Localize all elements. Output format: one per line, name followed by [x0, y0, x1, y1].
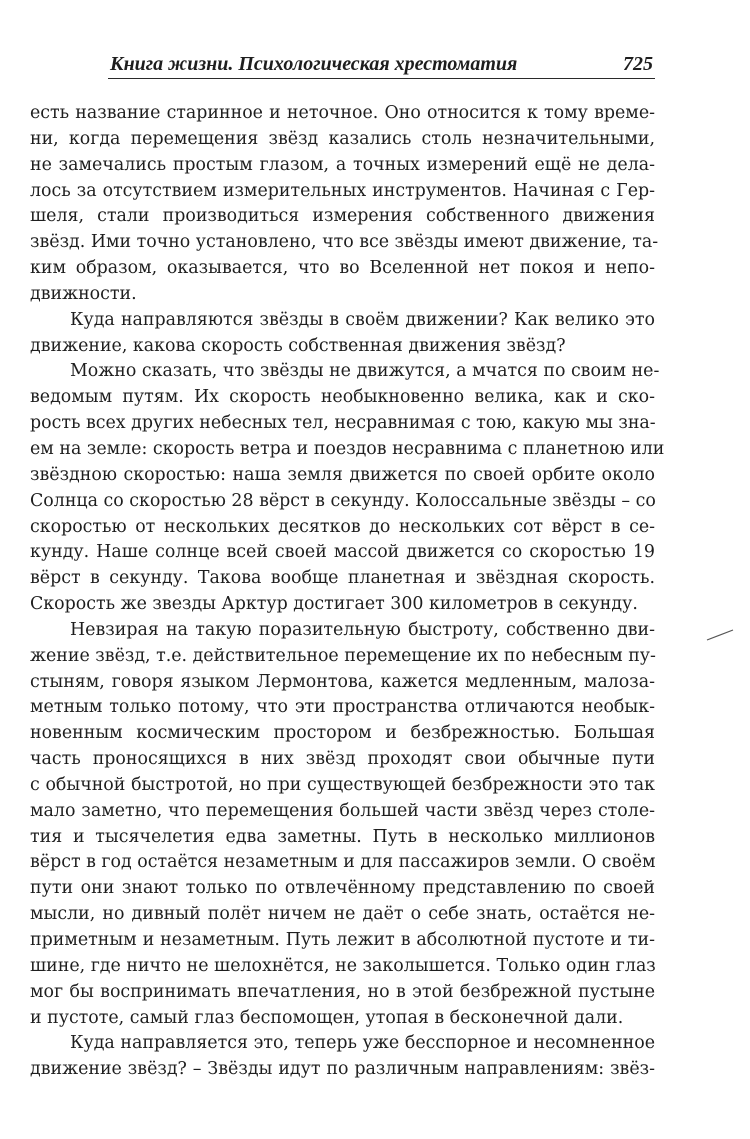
text-line: ни, когда перемещения звёзд казались столь незначительными, [30, 128, 655, 149]
text-line: не замечались простым глазом, а точных измерений ещё не дела- [30, 154, 655, 175]
text-line: лось за отсутствием измерительных инструментов. Начиная с Гер- [30, 180, 655, 201]
text-line: ким образом, оказывается, что во Вселенной нет покоя и непо- [30, 258, 655, 279]
text-line: скоростью от нескольких десятков до нескольких сот вёрст в се- [30, 516, 655, 537]
text-line: и пустоте, самый глаз беспомощен, утопая в бесконечной дали. [30, 1007, 624, 1028]
text-line: звёздною скоростью: наша земля движется по своей орбите около [30, 464, 655, 485]
text-line: вёрст в секунду. Такова вообще планетная и звёздная скорость. [30, 568, 655, 589]
text-line: шине, где ничто не шелохнётся, не заколышется. Только один глаз [30, 955, 656, 976]
text-line: движности. [30, 283, 137, 304]
book-title: Книга жизни. Психологическая хрестоматия [110, 53, 518, 75]
text-line: шеля, стали производиться измерения собственного движения [30, 206, 655, 227]
text-line: ведомым путям. Их скорость необыкновенно велика, как и ско- [30, 387, 655, 408]
text-line: мысли, но дивный полёт ничем не даёт о себе знать, остаётся не- [30, 904, 655, 925]
text-line: движение, какова скорость собственная движения звёзд? [30, 335, 566, 356]
text-line: метным только потому, что эти пространства отличаются необык- [30, 697, 655, 718]
running-header [108, 44, 655, 79]
text-line: Невзирая на такую поразительную быстроту, собственно дви- [70, 619, 655, 640]
text-line: стыням, говоря языком Лермонтова, кажется медленным, малоза- [30, 671, 655, 692]
text-line: ем на земле: скорость ветра и поездов несравнима с планетною или [30, 438, 665, 459]
text-line: жение звёзд, т.е. действительное перемещение их по небесным пу- [30, 645, 656, 666]
text-line: вёрст в год остаётся незаметным и для пассажиров земли. О своём [30, 852, 656, 873]
body-text [30, 101, 665, 1083]
text-line: с обычной быстротой, но при существующей безбрежности это так [30, 774, 655, 795]
text-line: рость всех других небесных тел, несравнимая с тою, какую мы зна- [30, 413, 656, 434]
text-line: часть проносящихся в них звёзд проходят свои обычные пути [30, 749, 655, 770]
page-number: 725 [623, 53, 653, 75]
text-line: Скорость же звезды Арктур достигает 300 километров в секунду. [30, 594, 638, 615]
text-line: кунду. Наше солнце всей своей массой движется со скоростью 19 [30, 542, 655, 563]
text-line: мог бы воспринимать впечатления, но в этой безбрежной пустыне [30, 981, 655, 1002]
text-line: Можно сказать, что звёзды не движутся, а мчатся по своим не- [70, 361, 660, 382]
text-line: Солнца со скоростью 28 вёрст в секунду. Колоссальные звёзды – со [30, 490, 656, 511]
text-line: приметным и незаметным. Путь лежит в абсолютной пустоте и ти- [30, 930, 655, 950]
text-line: Куда направляется это, теперь уже бесспорное и несомненное [70, 1033, 655, 1054]
scan-mark [705, 628, 735, 642]
text-line: новенным космическим простором и безбрежностью. Большая [30, 723, 655, 744]
text-line: мало заметно, что перемещения большей части звёзд через столе- [30, 800, 655, 821]
text-line: Куда направляются звёзды в своём движении? Как велико это [70, 309, 655, 330]
text-line: тия и тысячелетия едва заметны. Путь в несколько миллионов [30, 826, 655, 847]
text-line: звёзд. Ими точно установлено, что все звёзды имеют движение, та- [30, 232, 659, 253]
text-line: есть название старинное и неточное. Оно относится к тому време- [30, 103, 655, 123]
text-line: движение звёзд? – Звёзды идут по различным направлениям: звёз- [30, 1059, 655, 1080]
text-line: пути они знают только по отвлечённому представлению по своей [30, 878, 655, 899]
